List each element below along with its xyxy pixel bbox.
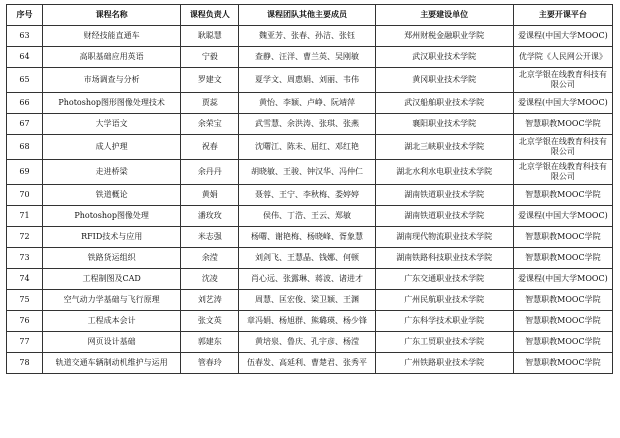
table-header-row bbox=[7, 5, 613, 26]
cell-main-unit: 湖北三峡职业技术学院 bbox=[375, 135, 513, 160]
cell-team-members: 黄培泉、鲁庆、孔宇彦、杨滢 bbox=[239, 332, 375, 353]
cell-team-members: 伍春发、高延利、曹楚君、张秀平 bbox=[239, 353, 375, 374]
cell-course-lead: 潘玫玫 bbox=[181, 206, 239, 227]
cell-no: 66 bbox=[7, 93, 43, 114]
cell-main-unit: 广东工贸职业技术学院 bbox=[375, 332, 513, 353]
header-course-name: 课程名称 bbox=[43, 5, 181, 26]
course-table bbox=[6, 4, 613, 374]
table-row bbox=[7, 68, 613, 93]
cell-course-name: Photoshop图像处理 bbox=[43, 206, 181, 227]
table-row bbox=[7, 269, 613, 290]
cell-team-members: 魏亚芳、张春、孙洁、张钰 bbox=[239, 26, 375, 47]
header-platform: 主要开课平台 bbox=[513, 5, 612, 26]
cell-course-name: RFID技术与应用 bbox=[43, 227, 181, 248]
header-no: 序号 bbox=[7, 5, 43, 26]
cell-team-members: 章冯娟、杨旭群、熊璐瑛、杨少锋 bbox=[239, 311, 375, 332]
cell-platform: 爱课程(中国大学MOOC) bbox=[513, 206, 612, 227]
cell-team-members: 黄怡、李颖、卢峥、阮靖萍 bbox=[239, 93, 375, 114]
cell-course-lead: 郭建东 bbox=[181, 332, 239, 353]
cell-platform: 智慧职教MOOC学院 bbox=[513, 114, 612, 135]
cell-course-name: 网页设计基础 bbox=[43, 332, 181, 353]
table-row bbox=[7, 206, 613, 227]
table-row bbox=[7, 135, 613, 160]
cell-course-name: 铁路货运组织 bbox=[43, 248, 181, 269]
cell-no: 77 bbox=[7, 332, 43, 353]
table-row bbox=[7, 311, 613, 332]
cell-course-name: 铁道概论 bbox=[43, 185, 181, 206]
cell-course-lead: 余滢 bbox=[181, 248, 239, 269]
table-row bbox=[7, 227, 613, 248]
cell-main-unit: 武汉职业技术学院 bbox=[375, 47, 513, 68]
cell-team-members: 周慧、匡宏俊、梁卫颖、王渊 bbox=[239, 290, 375, 311]
cell-course-name: 市场调查与分析 bbox=[43, 68, 181, 93]
cell-main-unit: 广东科学技术职业学院 bbox=[375, 311, 513, 332]
cell-platform: 北京学银在线教育科技有限公司 bbox=[513, 68, 612, 93]
cell-team-members: 刘剑飞、王慧晶、钱娜、何顿 bbox=[239, 248, 375, 269]
table-row bbox=[7, 185, 613, 206]
cell-no: 69 bbox=[7, 160, 43, 185]
cell-platform: 智慧职教MOOC学院 bbox=[513, 185, 612, 206]
cell-no: 75 bbox=[7, 290, 43, 311]
cell-platform: 智慧职教MOOC学院 bbox=[513, 290, 612, 311]
table-row bbox=[7, 114, 613, 135]
cell-platform: 智慧职教MOOC学院 bbox=[513, 227, 612, 248]
cell-team-members: 查静、汪洋、曹兰英、吴刚敏 bbox=[239, 47, 375, 68]
cell-course-name: 成人护理 bbox=[43, 135, 181, 160]
cell-main-unit: 襄阳职业技术学院 bbox=[375, 114, 513, 135]
table-row bbox=[7, 93, 613, 114]
cell-no: 73 bbox=[7, 248, 43, 269]
cell-course-lead: 宁毅 bbox=[181, 47, 239, 68]
cell-course-lead: 刘艺涛 bbox=[181, 290, 239, 311]
cell-main-unit: 广州铁路职业技术学院 bbox=[375, 353, 513, 374]
cell-no: 65 bbox=[7, 68, 43, 93]
cell-no: 67 bbox=[7, 114, 43, 135]
cell-course-lead: 沈凌 bbox=[181, 269, 239, 290]
header-main-unit: 主要建设单位 bbox=[375, 5, 513, 26]
cell-platform: 爱课程(中国大学MOOC) bbox=[513, 26, 612, 47]
table-row bbox=[7, 160, 613, 185]
cell-platform: 优学院《人民网公开课》 bbox=[513, 47, 612, 68]
cell-course-name: 轨道交通车辆制动机维护与运用 bbox=[43, 353, 181, 374]
table-row bbox=[7, 248, 613, 269]
cell-team-members: 侯伟、丁浩、王云、郑敏 bbox=[239, 206, 375, 227]
cell-main-unit: 武汉船舶职业技术学院 bbox=[375, 93, 513, 114]
cell-course-lead: 余荣宝 bbox=[181, 114, 239, 135]
cell-platform: 智慧职教MOOC学院 bbox=[513, 353, 612, 374]
cell-main-unit: 广东交通职业技术学院 bbox=[375, 269, 513, 290]
cell-course-lead: 张文英 bbox=[181, 311, 239, 332]
cell-main-unit: 郑州财税金融职业学院 bbox=[375, 26, 513, 47]
table-row bbox=[7, 353, 613, 374]
cell-team-members: 夏学文、周惠娟、刘丽、韦伟 bbox=[239, 68, 375, 93]
cell-no: 63 bbox=[7, 26, 43, 47]
cell-course-lead: 耿聪慧 bbox=[181, 26, 239, 47]
cell-main-unit: 广州民航职业技术学院 bbox=[375, 290, 513, 311]
cell-course-lead: 祝春 bbox=[181, 135, 239, 160]
cell-course-name: 财经技能直通车 bbox=[43, 26, 181, 47]
cell-team-members: 武雪慧、余洪涛、张琪、张燕 bbox=[239, 114, 375, 135]
cell-no: 68 bbox=[7, 135, 43, 160]
cell-no: 76 bbox=[7, 311, 43, 332]
cell-team-members: 沈曙江、陈未、屈红、邓红艳 bbox=[239, 135, 375, 160]
cell-no: 64 bbox=[7, 47, 43, 68]
cell-platform: 北京学银在线教育科技有限公司 bbox=[513, 160, 612, 185]
cell-no: 74 bbox=[7, 269, 43, 290]
cell-team-members: 聂蓉、王宁、李秋梅、娄婷婷 bbox=[239, 185, 375, 206]
cell-platform: 智慧职教MOOC学院 bbox=[513, 311, 612, 332]
header-team-members: 课程团队其他主要成员 bbox=[239, 5, 375, 26]
cell-team-members: 胡晓敏、王骏、钟汉华、冯仲仁 bbox=[239, 160, 375, 185]
cell-course-name: 工程制图及CAD bbox=[43, 269, 181, 290]
cell-course-name: 工程成本会计 bbox=[43, 311, 181, 332]
cell-course-lead: 罗建文 bbox=[181, 68, 239, 93]
cell-course-name: 走进桥梁 bbox=[43, 160, 181, 185]
table-row bbox=[7, 332, 613, 353]
cell-course-name: 大学语文 bbox=[43, 114, 181, 135]
cell-no: 72 bbox=[7, 227, 43, 248]
cell-no: 78 bbox=[7, 353, 43, 374]
cell-main-unit: 湖南现代物流职业技术学院 bbox=[375, 227, 513, 248]
cell-main-unit: 湖南铁道职业技术学院 bbox=[375, 185, 513, 206]
cell-main-unit: 湖南铁道职业技术学院 bbox=[375, 206, 513, 227]
cell-course-lead: 贾蕊 bbox=[181, 93, 239, 114]
cell-main-unit: 黄冈职业技术学院 bbox=[375, 68, 513, 93]
cell-team-members: 肖心远、张露琳、蒋波、诸进才 bbox=[239, 269, 375, 290]
table-row bbox=[7, 26, 613, 47]
cell-team-members: 杨曙、谢艳梅、杨晓峰、胥象慧 bbox=[239, 227, 375, 248]
cell-course-lead: 米志强 bbox=[181, 227, 239, 248]
cell-course-lead: 余丹丹 bbox=[181, 160, 239, 185]
cell-main-unit: 湖北水利水电职业技术学院 bbox=[375, 160, 513, 185]
cell-no: 71 bbox=[7, 206, 43, 227]
cell-platform: 智慧职教MOOC学院 bbox=[513, 248, 612, 269]
cell-course-lead: 管春玲 bbox=[181, 353, 239, 374]
table-row bbox=[7, 47, 613, 68]
cell-main-unit: 湖南铁路科技职业技术学院 bbox=[375, 248, 513, 269]
cell-platform: 爱课程(中国大学MOOC) bbox=[513, 93, 612, 114]
header-course-lead: 课程负责人 bbox=[181, 5, 239, 26]
cell-no: 70 bbox=[7, 185, 43, 206]
cell-platform: 北京学银在线教育科技有限公司 bbox=[513, 135, 612, 160]
cell-platform: 智慧职教MOOC学院 bbox=[513, 332, 612, 353]
cell-course-name: 高职基础应用英语 bbox=[43, 47, 181, 68]
cell-course-lead: 黄娟 bbox=[181, 185, 239, 206]
cell-course-name: 空气动力学基础与飞行原理 bbox=[43, 290, 181, 311]
cell-platform: 爱课程(中国大学MOOC) bbox=[513, 269, 612, 290]
cell-course-name: Photoshop图形图像处理技术 bbox=[43, 93, 181, 114]
table-row bbox=[7, 290, 613, 311]
